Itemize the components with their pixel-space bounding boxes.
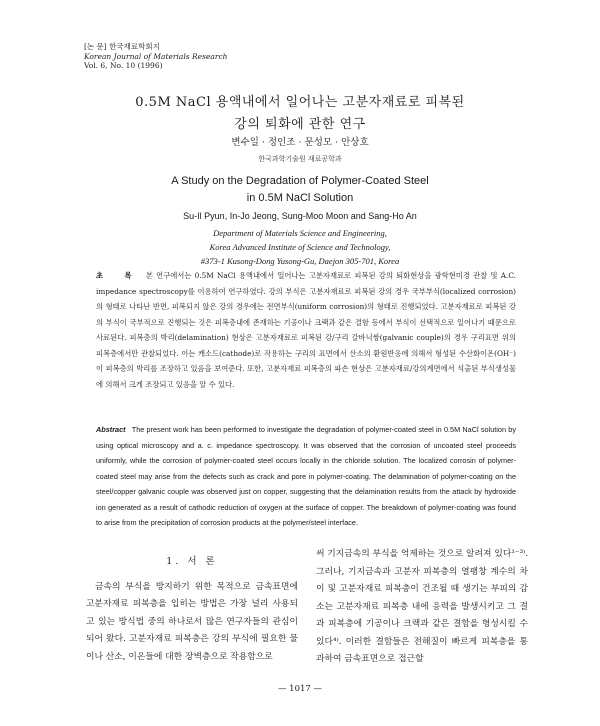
introduction-paragraph-right: 써 기지금속의 부식을 억제하는 것으로 알려져 있다¹⁻³⁾. 그러나, 기지금속과 고분자 피복층의 열팽창 계수의 차이 및 고분자재료 피복층이 건조될 때 생기는 부피의 감소는 고분자재료 피복층 내에 응력을 발생시키고 그 결과 피복층에 기공이나 크랙과 같은 결함을 형성시킬 수 있다⁴⁾. 이러한 결함들은 전해질이 빠르게 피복층을 통과하여 금속표면으로 접근할 (316, 549, 528, 664)
english-abstract-text: The present work has been performed to investigate the degradation of polymer-coated steel in 0.5M NaCl solution by using optical microscopy and a. c. impedance spectroscopy. It was observed that the corrosion of uncoated steel proceeds uniformly, while the corrosion of polymer-coated steel occurs locally in the chloride solution. The localized corrosin of polymer-coated steel may arise from the defects such as crack and pore in polymer-coating. The delamination of polymer-coating on the steel/copper galvanic couple was observed just on copper, suggesting that the delamination results from the attack by hydroxide ion generated as a result of cathodic reduction of oxygen at the surface of copper. The breakdown of polymer-coating was found to arise from the precipitation of corrosion products at the polymer/steel interface. (96, 425, 516, 527)
korean-affiliation: 한국과학기술원 재료공학과 (258, 155, 342, 163)
journal-english-name: Korean Journal of Materials Research (84, 51, 228, 61)
affiliation-department: Department of Materials Science and Engineering, (213, 228, 387, 238)
english-title-line1: A Study on the Degradation of Polymer-Coated Steel (171, 175, 429, 187)
affiliation-address: #373-1 Kusong-Dong Yusong-Gu, Daejon 305-701, Korea (200, 256, 400, 266)
korean-title-line1: 0.5M NaCl 용액내에서 일어나는 고분자재료로 피복된 (135, 95, 465, 110)
english-abstract (96, 422, 516, 531)
korean-abstract (96, 268, 516, 392)
english-authors: Su-Il Pyun, In-Jo Jeong, Sung-Moo Moon and Sang-Ho An (183, 211, 417, 221)
english-title-line2: in 0.5M NaCl Solution (246, 192, 354, 204)
page-number: — 1017 — (277, 684, 323, 694)
korean-authors: 변수일 · 정인조 · 문성모 · 안상호 (231, 137, 369, 148)
korean-title-line2: 강의 퇴화에 관한 연구 (234, 117, 366, 132)
journal-volume: Vol. 6, No. 10 (1996) (84, 61, 163, 70)
korean-title (0, 92, 600, 136)
korean-abstract-text: 본 연구에서는 0.5M NaCl 용액내에서 일어나는 고분자재료로 피복된 강의 퇴화현상을 광학현미경 관찰 및 A.C. impedance spectroscopy를 이용하여 연구하였다. 강의 부식은 고분자재료로 피복된 강의 경우 국부부식(localized corrosion)의 형태로 나타난 반면, 피복되지 않은 강의 경우에는 전면부식(uniform corrosion)의 형태로 진행되었다. 고분자재료로 피복된 강의 부식이 국부적으로 진행되는 것은 피복층내에 존재하는 기공이나 크랙과 같은 결함 등에서 부식이 선택적으로 일어나기 때문으로 사료된다. 피복층의 박리(delamination) 현상은 고분자재료로 피복된 강/구리 갈바닉쌍(galvanic couple)의 경우 구리표면 위의 피복층에서만 관찰되었다. 이는 캐소드(cathode)로 작용하는 구리의 표면에서 산소의 환원반응에 의해서 형성된 수산화이온(OH⁻)이 피복층의 박리를 조장하고 있음을 보여준다. 또한, 고분자재료 피복층의 파손 현상은 고분자재료/강의계면에서 석출된 부식생성물에 의해서 크게 조장되고 있음을 알 수 있다. (96, 271, 517, 389)
english-affiliation (0, 226, 600, 268)
section-heading-introduction: 1. 서 론 (166, 556, 218, 567)
journal-header (84, 42, 227, 71)
english-title (0, 173, 600, 207)
korean-abstract-label: 초 록 (96, 271, 141, 280)
affiliation-institute: Korea Advanced Institute of Science and Technology, (209, 242, 391, 252)
journal-korean-name: [논 문] 한국재료학회지 (84, 42, 160, 51)
introduction-paragraph-left: 금속의 부식을 방지하기 위한 목적으로 금속표면에 고분자재료 피복층을 입히는 방법은 가장 널리 사용되고 있는 방식법 중의 하나로서 많은 연구자들의 관심이 되어 왔다. 고분자재료 피복층은 강의 부식에 필요한 물이나 산소, 이온들에 대한 장벽층으로 작용함으로 (86, 581, 298, 662)
english-abstract-label: Abstract (96, 425, 126, 434)
body-column-left (86, 553, 298, 666)
body-column-right (316, 546, 528, 669)
